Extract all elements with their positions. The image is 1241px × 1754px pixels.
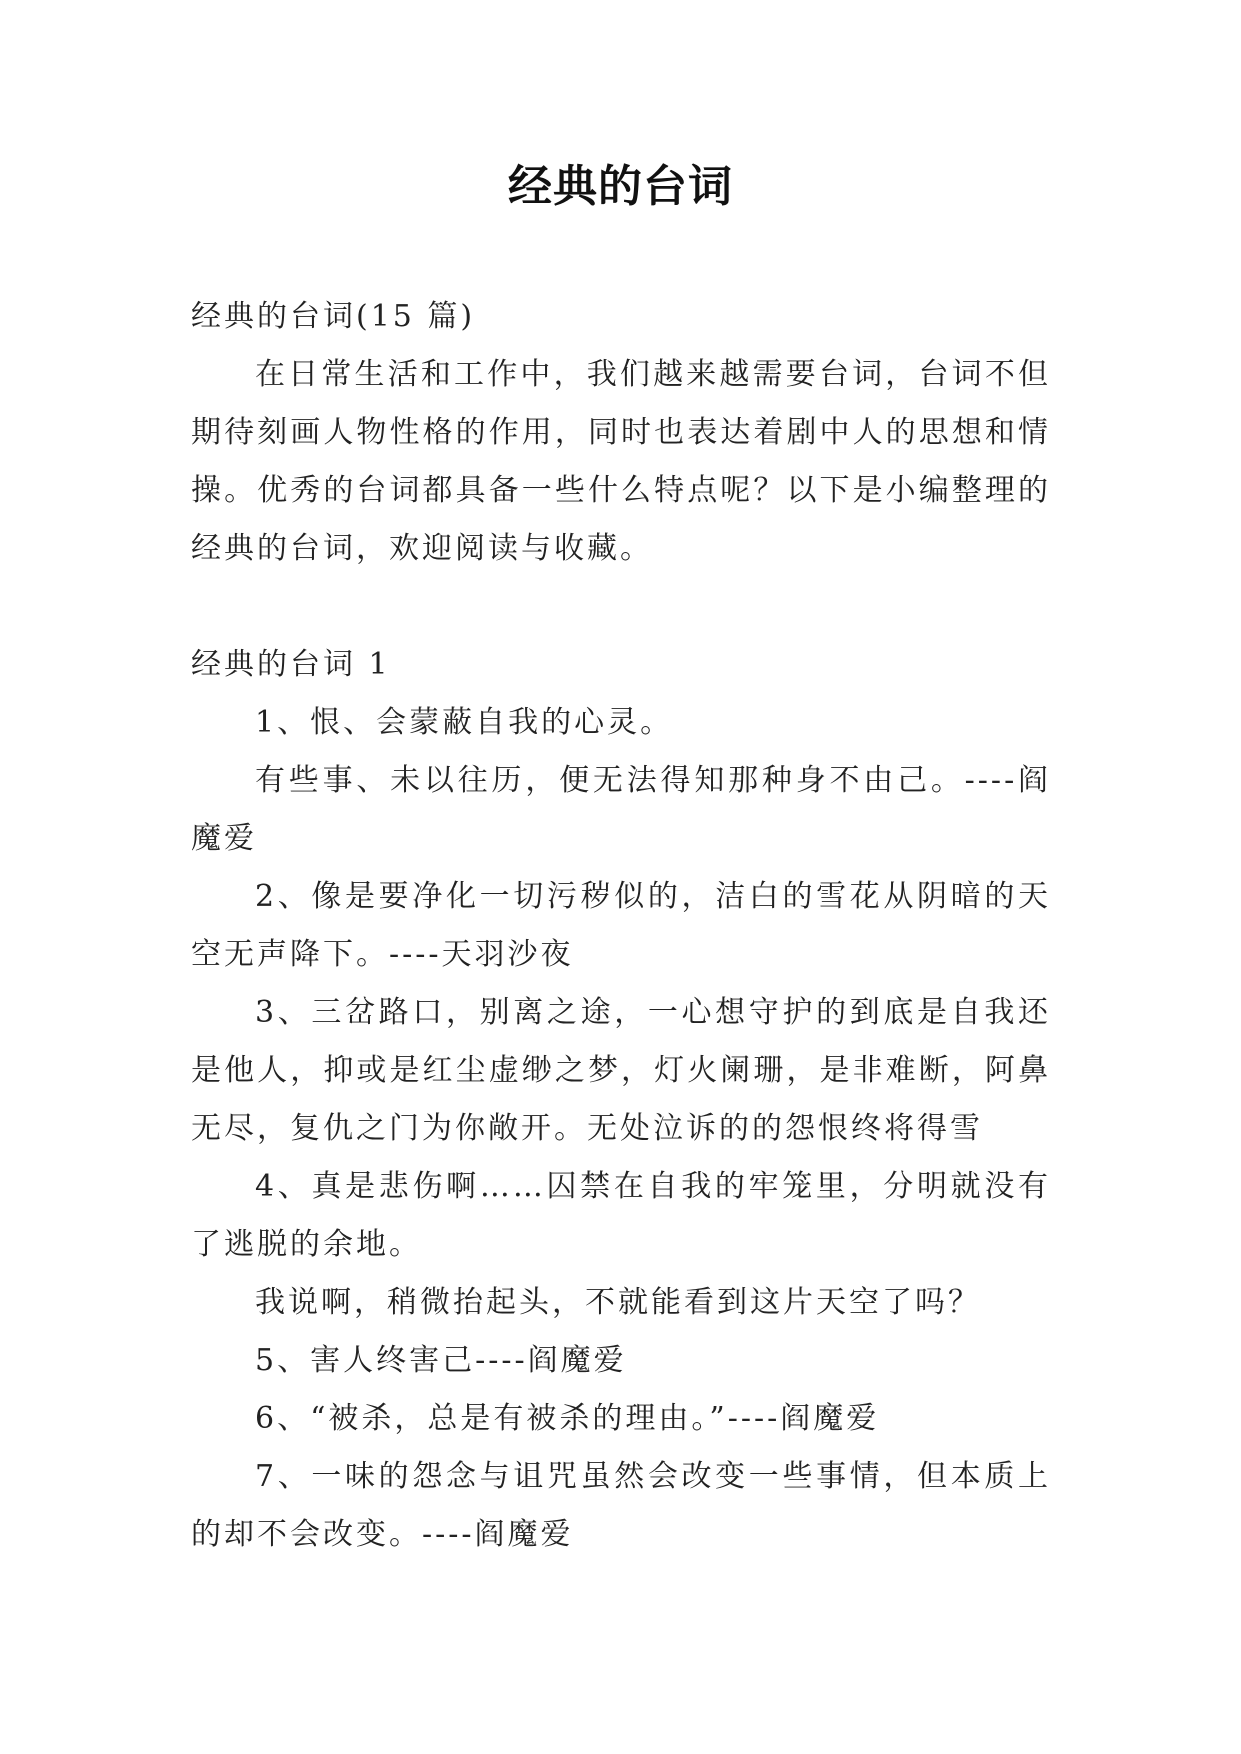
- quote-paragraph: 5、害人终害己----阎魔爱: [255, 1343, 627, 1378]
- document-body: [191, 288, 1051, 1564]
- quote-paragraph: 4、真是悲伤啊……囚禁在自我的牢笼里，分明就没有了逃脱的余地。: [191, 1169, 1051, 1262]
- quote-paragraph: 3、三岔路口，别离之途，一心想守护的到底是自我还是他人，抑或是红尘虚缈之梦，灯火阑珊，是非难断，阿鼻无尽，复仇之门为你敞开。无处泣诉的的怨恨终将得雪: [191, 995, 1051, 1146]
- quote-paragraph: 7、一味的怨念与诅咒虽然会改变一些事情，但本质上的却不会改变。----阎魔爱: [191, 1459, 1051, 1552]
- section-spacer: [191, 578, 1051, 636]
- quote-paragraph: 我说啊，稍微抬起头，不就能看到这片天空了吗？: [255, 1285, 981, 1320]
- quote-paragraph: 1、恨、会蒙蔽自我的心灵。: [255, 705, 674, 740]
- quote-paragraph: 有些事、未以往历，便无法得知那种身不由己。----阎魔爱: [191, 763, 1051, 856]
- document-title: 经典的台词: [508, 161, 733, 212]
- quote-paragraph: 6、“被杀，总是有被杀的理由。”----阎魔爱: [255, 1401, 880, 1436]
- section-heading: 经典的台词 1: [191, 647, 391, 682]
- quote-paragraph: 2、像是要净化一切污秽似的，洁白的雪花从阴暗的天空无声降下。----天羽沙夜: [191, 879, 1051, 972]
- document-subtitle: 经典的台词(15 篇): [191, 299, 476, 334]
- intro-paragraph: 在日常生活和工作中，我们越来越需要台词，台词不但期待刻画人物性格的作用，同时也表达着剧中人的思想和情操。优秀的台词都具备一些什么特点呢？以下是小编整理的经典的台词，欢迎阅读与收藏。: [191, 357, 1051, 566]
